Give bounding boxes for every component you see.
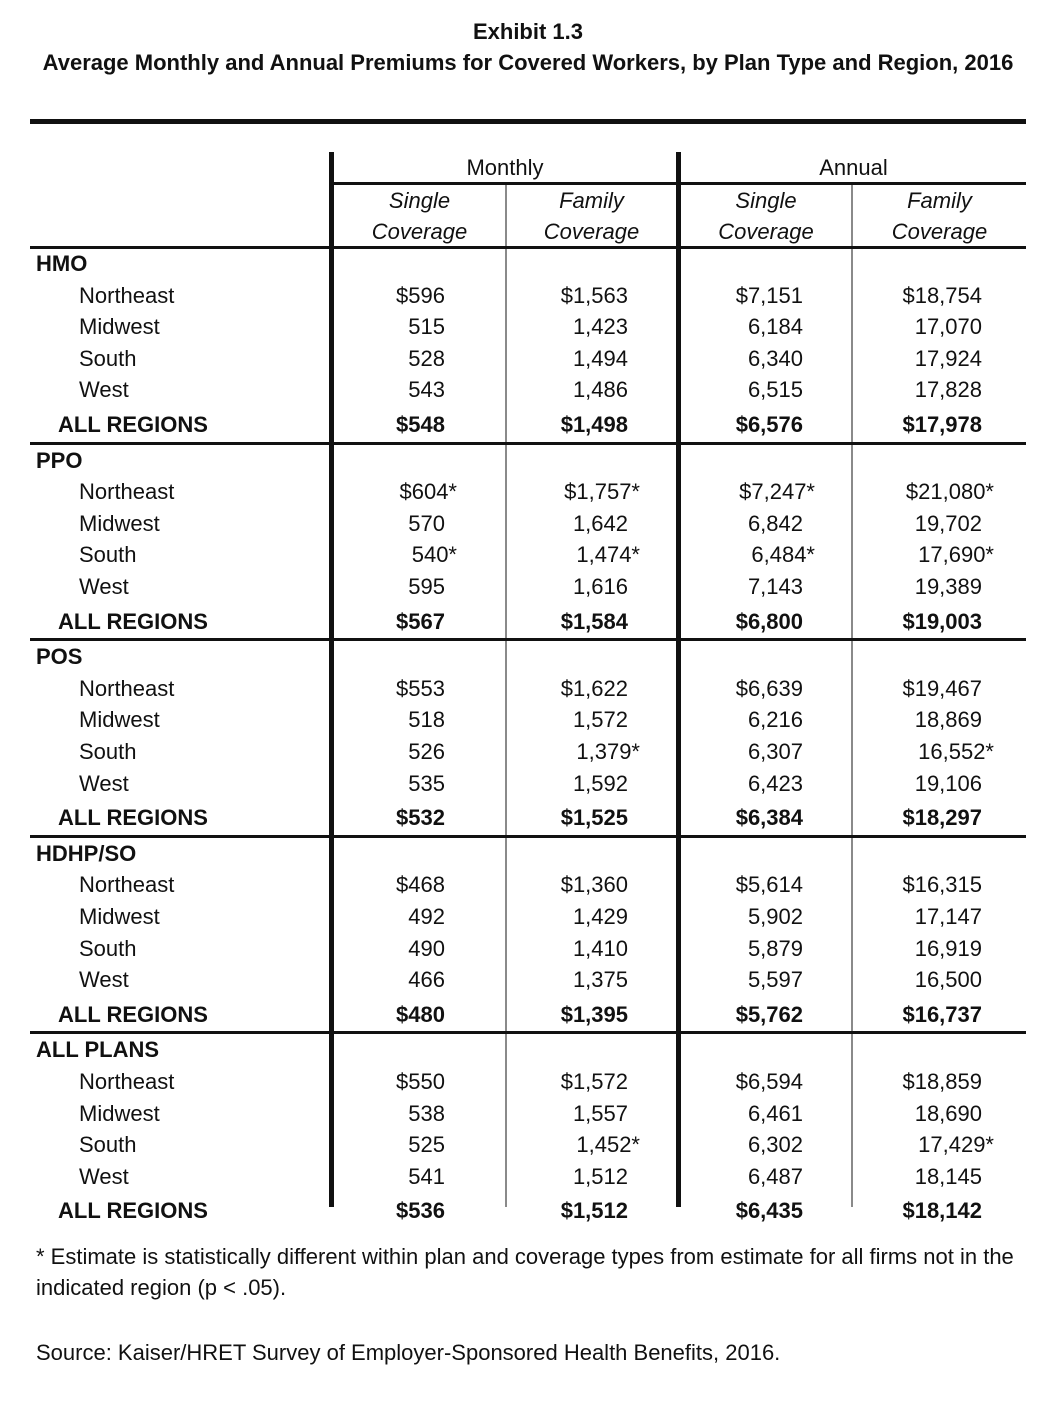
row-label: Midwest: [79, 510, 160, 536]
table-cell: $19,467: [902, 675, 982, 701]
table-cell: $18,754: [902, 282, 982, 308]
total-cell: $6,384: [735, 805, 803, 831]
total-row-label: ALL REGIONS: [58, 608, 208, 634]
table-cell: 1,592: [572, 770, 628, 796]
total-cell: $548: [396, 412, 445, 437]
table-cell: 5,597: [747, 967, 803, 993]
table-cell: 535: [408, 770, 445, 796]
table-cell: 1,494: [572, 345, 628, 371]
row-label: South: [79, 542, 137, 568]
total-cell: $1,395: [560, 1001, 628, 1027]
total-cell: $1,512: [560, 1198, 628, 1224]
table-cell: $596: [396, 282, 445, 308]
title-rule: [30, 119, 1026, 124]
table-cell: 6,423: [747, 770, 803, 796]
table-cell: 6,842: [747, 510, 803, 536]
section-label: ALL PLANS: [36, 1037, 160, 1063]
row-label: West: [79, 377, 129, 403]
exhibit-number: Exhibit 1.3: [472, 19, 584, 44]
table-cell: $468: [396, 872, 445, 898]
section-rule: [30, 835, 1026, 838]
table-cell: 6,461: [747, 1100, 803, 1126]
row-label: Northeast: [79, 1069, 175, 1094]
row-label: West: [79, 967, 129, 993]
table-cell: 16,919: [914, 935, 982, 961]
row-label: West: [79, 574, 129, 599]
section-label: PPO: [36, 447, 83, 473]
table-cell: 1,423: [572, 314, 628, 340]
table-cell: 1,410: [572, 935, 628, 961]
section-label: HDHP/SO: [36, 840, 137, 866]
row-label: Northeast: [79, 282, 175, 308]
row-label: Northeast: [79, 872, 175, 898]
table-cell: 16,552*: [918, 739, 994, 764]
table-cell: 17,429*: [918, 1132, 994, 1158]
row-label: South: [79, 935, 137, 961]
table-cell: 541: [408, 1163, 445, 1189]
table-cell: 1,642: [572, 510, 628, 536]
table-cell: 540*: [411, 542, 457, 568]
total-cell: $18,142: [902, 1198, 982, 1224]
row-label: Midwest: [79, 904, 160, 929]
section-label: POS: [36, 644, 83, 670]
total-cell: $480: [396, 1001, 445, 1027]
table-cell: 518: [408, 707, 445, 733]
table-cell: 490: [408, 935, 445, 961]
table-cell: 1,429: [572, 904, 628, 929]
table-cell: 17,147: [914, 904, 982, 929]
total-cell: $1,584: [560, 608, 628, 634]
total-cell: $1,525: [560, 805, 628, 831]
table-cell: $6,639: [735, 675, 803, 701]
total-row-label: ALL REGIONS: [58, 805, 208, 831]
section-rule: [30, 638, 1026, 641]
row-label: South: [79, 1132, 137, 1158]
exhibit-header: [30, 16, 1026, 78]
sub-header-1-line2: Coverage: [543, 219, 640, 244]
table-cell: 17,924: [914, 345, 982, 371]
sub-header-2-line2: Coverage: [718, 219, 814, 244]
total-cell: $16,737: [902, 1001, 982, 1027]
table-cell: 6,216: [747, 707, 803, 733]
table-cell: 19,106: [914, 770, 982, 796]
table-cell: 6,340: [747, 345, 803, 371]
table-cell: 538: [408, 1100, 445, 1126]
table-cell: 5,879: [747, 935, 803, 961]
table-cell: 528: [408, 345, 445, 371]
table-cell: $1,572: [560, 1069, 628, 1094]
table-cell: 16,500: [914, 967, 982, 993]
total-cell: $6,800: [735, 608, 803, 634]
table-cell: 492: [408, 904, 445, 929]
total-row-label: ALL REGIONS: [58, 1198, 208, 1224]
row-label: Midwest: [79, 707, 160, 733]
table-cell: $1,563: [560, 282, 628, 308]
table-cell: 526: [408, 739, 445, 764]
table-cell: 17,828: [914, 377, 982, 403]
table-cell: 19,702: [914, 510, 982, 536]
table-cell: 525: [408, 1132, 445, 1158]
row-label: West: [79, 770, 129, 796]
exhibit-title: Average Monthly and Annual Premiums for Covered Workers, by Plan Type and Region, 2016: [42, 50, 1014, 75]
table-cell: 17,070: [914, 314, 982, 340]
sub-header-1-line1: Family: [559, 188, 624, 213]
table-cell: 515: [408, 314, 445, 340]
table-cell: 18,145: [914, 1163, 982, 1189]
total-cell: $1,498: [560, 412, 628, 437]
table-cell: 6,487: [747, 1163, 803, 1189]
table-cell: 466: [408, 967, 445, 993]
total-cell: $19,003: [902, 608, 982, 634]
sub-header-0-line1: Single: [388, 188, 451, 213]
table-cell: $1,360: [560, 872, 628, 898]
total-cell: $17,978: [902, 412, 982, 437]
table-cell: 6,515: [747, 377, 803, 403]
header-rule: [30, 246, 1026, 249]
total-cell: $6,576: [735, 412, 803, 437]
section-label: HMO: [36, 251, 88, 276]
section-rule: [30, 442, 1026, 445]
table-cell: 6,184: [747, 314, 803, 340]
row-label: Northeast: [79, 479, 175, 505]
table-cell: 1,379*: [576, 739, 640, 764]
table-cell: 18,690: [914, 1100, 982, 1126]
table-cell: 6,484*: [751, 542, 815, 568]
total-row-label: ALL REGIONS: [58, 412, 208, 437]
table-cell: $7,151: [735, 282, 803, 308]
table-cell: $6,594: [735, 1069, 803, 1094]
table-cell: 1,474*: [576, 542, 640, 568]
section-rule: [30, 1031, 1026, 1034]
row-label: South: [79, 739, 137, 764]
row-label: South: [79, 345, 137, 371]
total-cell: $5,762: [735, 1001, 803, 1027]
table-cell: 1,557: [572, 1100, 628, 1126]
total-cell: $536: [396, 1198, 445, 1224]
table-cell: 1,486: [572, 377, 628, 403]
group-header-monthly: Monthly: [466, 155, 544, 180]
table-cell: $7,247*: [739, 479, 815, 505]
total-cell: $567: [396, 608, 445, 634]
table-cell: $550: [396, 1069, 445, 1094]
total-row-label: ALL REGIONS: [58, 1001, 208, 1027]
sub-header-2-line1: Single: [735, 188, 797, 213]
table-cell: 1,572: [572, 707, 628, 733]
table-cell: 19,389: [914, 574, 982, 599]
table-cell: 1,375: [572, 967, 628, 993]
table-cell: 1,452*: [576, 1132, 640, 1158]
sub-header-3-line1: Family: [907, 188, 972, 213]
total-cell: $6,435: [735, 1198, 803, 1224]
source-note: Source: Kaiser/HRET Survey of Employer-Sponsored Health Benefits, 2016.: [36, 1340, 781, 1365]
total-cell: $532: [396, 805, 445, 831]
row-label: West: [79, 1163, 129, 1189]
row-label: Midwest: [79, 314, 160, 340]
table-cell: 595: [408, 574, 445, 599]
total-cell: $18,297: [902, 805, 982, 831]
table-cell: 543: [408, 377, 445, 403]
table-cell: 1,512: [572, 1163, 628, 1189]
table-cell: $604*: [399, 479, 457, 505]
table-cell: $553: [396, 675, 445, 701]
table-cell: 6,302: [747, 1132, 803, 1158]
table-cell: 1,616: [572, 574, 628, 599]
row-label: Northeast: [79, 675, 175, 701]
table-cell: $1,622: [560, 675, 628, 701]
row-label: Midwest: [79, 1100, 160, 1126]
sub-header-0-line2: Coverage: [371, 219, 468, 244]
table-cell: $21,080*: [905, 479, 994, 505]
table-cell: 17,690*: [918, 542, 994, 568]
footnote: * Estimate is statistically different within plan and coverage types from estimate for all firms not in the indicated region (p < .05).: [36, 1244, 1014, 1300]
table-cell: 6,307: [747, 739, 803, 764]
table-cell: $16,315: [902, 872, 982, 898]
table-cell: $1,757*: [564, 479, 640, 505]
table-cell: 570: [408, 510, 445, 536]
table-cell: $5,614: [735, 872, 803, 898]
group-header-annual: Annual: [819, 155, 888, 180]
table-cell: 7,143: [747, 574, 803, 599]
table-cell: 5,902: [747, 904, 803, 929]
table-cell: $18,859: [902, 1069, 982, 1094]
table-cell: 18,869: [914, 707, 982, 733]
sub-header-3-line2: Coverage: [891, 219, 988, 244]
